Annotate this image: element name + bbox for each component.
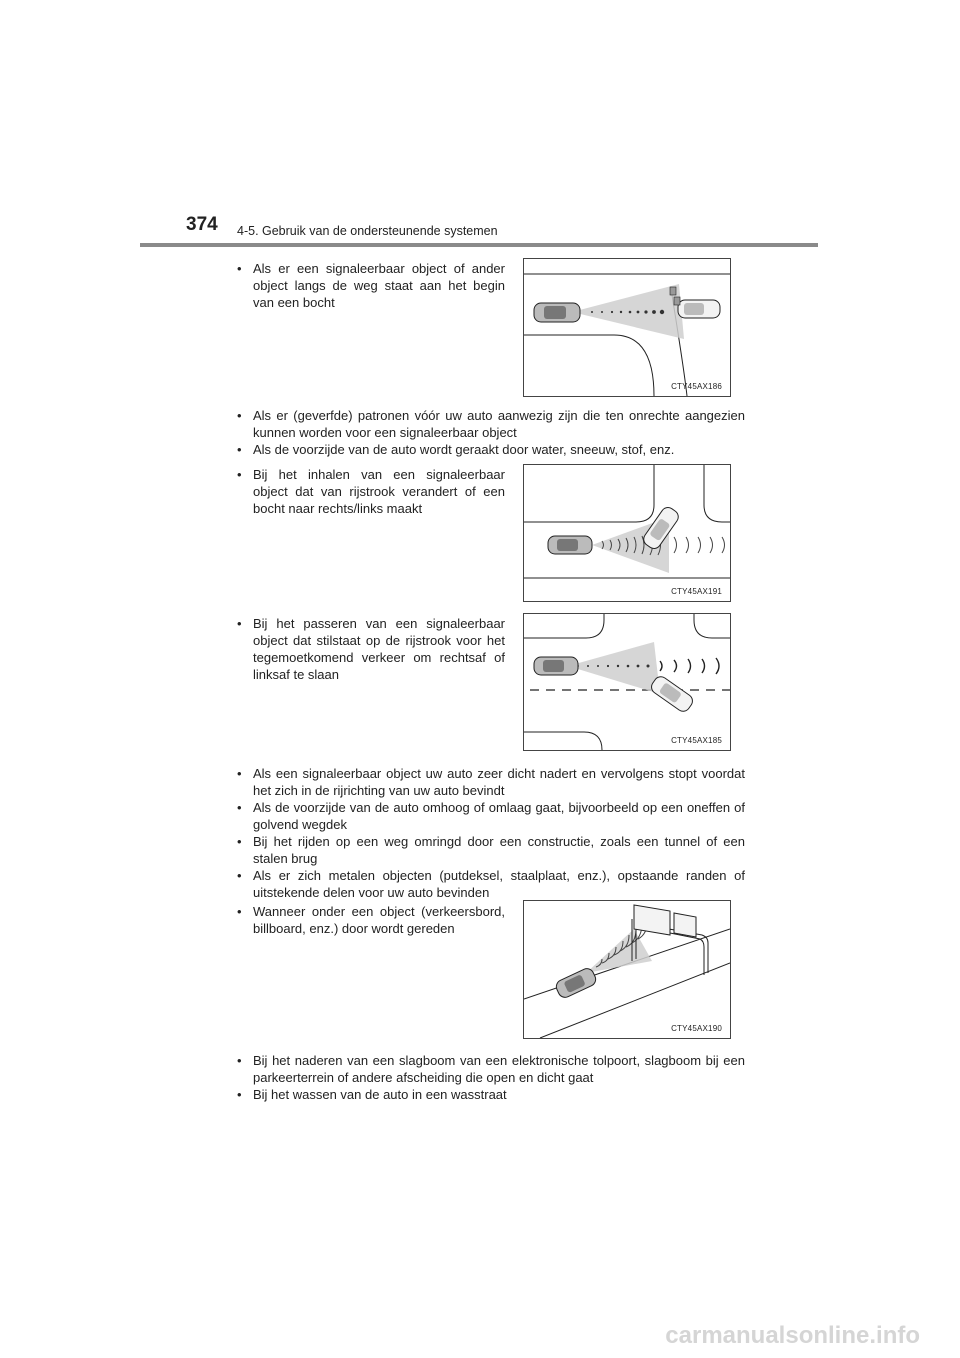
figure-code: CTY45AX185 [671,736,722,745]
illustration-lane-change [524,465,730,601]
figure-code: CTY45AX190 [671,1024,722,1033]
page-number: 374 [186,214,218,235]
illustration-turning [524,614,730,750]
header-rule [140,243,818,247]
list-item: • Als de voorzijde van de auto omhoog of omlaag gaat, bijvoorbeeld op een oneffen of golvend wegdek [237,800,745,832]
bullet-list-2 [237,407,745,458]
figure-code: CTY45AX186 [671,382,722,391]
figure-turning-object [523,613,731,751]
list-item: • Bij het inhalen van een signaleerbaar object dat van rijstrook verandert of een bocht naar rechts/links maakt [237,467,505,516]
bullet-list-5 [237,765,745,901]
list-item: • Als er een signaleerbaar object of ander object langs de weg staat aan het begin van een bocht [237,261,505,310]
illustration-curve [524,259,730,396]
illustration-overhead-sign [524,901,730,1038]
list-item: • Als er (geverfde) patronen vóór uw auto aanwezig zijn die ten onrechte aangezien kunnen worden voor een signaleerbaar object [237,408,745,440]
bullet-list-3 [237,466,505,517]
section-title: 4-5. Gebruik van de ondersteunende systemen [237,224,498,238]
watermark: carmanualsonline.info [665,1322,920,1349]
bullet-list-6 [237,903,505,937]
list-item: • Wanneer onder een object (verkeersbord, billboard, enz.) door wordt gereden [237,904,505,936]
list-item: • Bij het rijden op een weg omringd door een constructie, zoals een tunnel of een stalen brug [237,834,745,866]
figure-lane-change [523,464,731,602]
figure-code: CTY45AX191 [671,587,722,596]
list-item: • Bij het wassen van de auto in een wasstraat [237,1087,507,1102]
list-item: • Als de voorzijde van de auto wordt geraakt door water, sneeuw, stof, enz. [237,442,675,457]
list-item: • Bij het passeren van een signaleerbaar object dat stilstaat op de rijstrook voor het tegemoetkomend verkeer om rechtsaf of linksaf te slaan [237,616,505,682]
bullet-list-7 [237,1052,745,1103]
list-item: • Als een signaleerbaar object uw auto zeer dicht nadert en vervolgens stopt voordat het zich in de rijrichting van uw auto bevindt [237,766,745,798]
list-item: • Bij het naderen van een slagboom van een elektronische tolpoort, slagboom bij een parkeerterrein of andere afscheiding die open en dicht gaat [237,1053,745,1085]
bullet-list-4 [237,615,505,683]
figure-overhead-sign [523,900,731,1039]
bullet-list-1 [237,260,505,311]
figure-curve-object [523,258,731,397]
list-item: • Als er zich metalen objecten (putdeksel, staalplaat, enz.), opstaande randen of uitstekende delen voor uw auto bevinden [237,868,745,900]
